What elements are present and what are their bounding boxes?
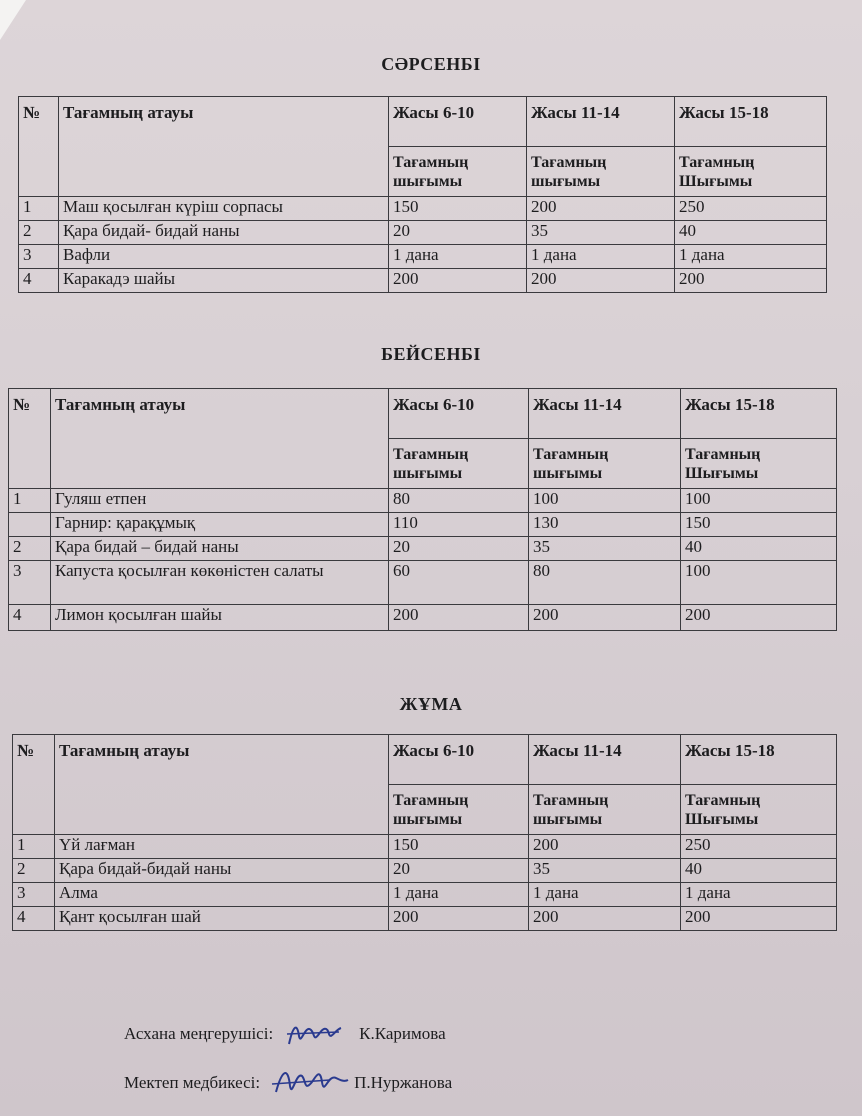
table-row	[19, 245, 827, 269]
row-dish: Маш қосылған күріш сорпасы	[59, 197, 389, 221]
row-dish: Қара бидай – бидай наны	[51, 537, 389, 561]
handwritten-signature-icon	[270, 1062, 350, 1104]
table-row	[13, 859, 837, 883]
header-dish: Тағамның атауы	[55, 735, 389, 835]
menu-table-wednesday	[18, 96, 827, 293]
row-number: 1	[19, 197, 59, 221]
header-age-6-10: Жасы 6-10	[389, 97, 527, 147]
row-value: 40	[681, 859, 837, 883]
page-corner	[0, 0, 26, 40]
row-number: 1	[13, 835, 55, 859]
row-value: 1 дана	[675, 245, 827, 269]
row-number: 3	[9, 561, 51, 605]
signature-canteen	[124, 1016, 446, 1052]
row-value: 200	[529, 835, 681, 859]
table-row	[9, 561, 837, 605]
row-dish: Гуляш етпен	[51, 489, 389, 513]
row-number: 1	[9, 489, 51, 513]
row-value: 200	[527, 197, 675, 221]
header-yield-2: Тағамның шығымы	[527, 147, 675, 197]
row-value: 150	[389, 197, 527, 221]
row-value: 110	[389, 513, 529, 537]
day-title-wednesday: СӘРСЕНБІ	[381, 54, 481, 74]
header-age-11-14: Жасы 11-14	[529, 389, 681, 439]
row-value: 200	[389, 269, 527, 293]
row-value: 100	[681, 561, 837, 605]
header-yield-1: Тағамның шығымы	[389, 785, 529, 835]
day-title-friday: ЖҰМА	[399, 694, 463, 714]
header-dish: Тағамның атауы	[51, 389, 389, 489]
row-value: 1 дана	[527, 245, 675, 269]
row-value: 200	[389, 907, 529, 931]
menu-table-thursday	[8, 388, 837, 631]
row-dish: Үй лағман	[55, 835, 389, 859]
row-value: 80	[389, 489, 529, 513]
row-dish: Каракадэ шайы	[59, 269, 389, 293]
row-value: 100	[681, 489, 837, 513]
row-value: 200	[675, 269, 827, 293]
row-value: 200	[681, 907, 837, 931]
table-row	[19, 197, 827, 221]
header-yield-2: Тағамның шығымы	[529, 785, 681, 835]
header-number: №	[19, 97, 59, 197]
row-value: 1 дана	[681, 883, 837, 907]
row-number: 4	[13, 907, 55, 931]
header-yield-3: Тағамның Шығымы	[681, 439, 837, 489]
menu-table-friday	[12, 734, 837, 931]
row-value: 1 дана	[389, 883, 529, 907]
row-dish: Қант қосылған шай	[55, 907, 389, 931]
row-number: 2	[19, 221, 59, 245]
row-dish: Лимон қосылған шайы	[51, 605, 389, 631]
row-value: 200	[529, 907, 681, 931]
row-value: 20	[389, 537, 529, 561]
row-value: 200	[527, 269, 675, 293]
nurse-name: П.Нуржанова	[354, 1073, 453, 1092]
row-value: 250	[681, 835, 837, 859]
table-row	[13, 883, 837, 907]
row-number: 4	[19, 269, 59, 293]
table-row	[19, 269, 827, 293]
row-dish: Қара бидай- бидай наны	[59, 221, 389, 245]
row-value: 200	[389, 605, 529, 631]
row-value: 1 дана	[389, 245, 527, 269]
header-yield-3: Тағамның Шығымы	[681, 785, 837, 835]
row-value: 20	[389, 221, 527, 245]
header-age-11-14: Жасы 11-14	[527, 97, 675, 147]
row-value: 150	[681, 513, 837, 537]
table-row	[9, 513, 837, 537]
row-value: 250	[675, 197, 827, 221]
row-dish: Алма	[55, 883, 389, 907]
header-age-15-18: Жасы 15-18	[681, 389, 837, 439]
row-dish: Қара бидай-бидай наны	[55, 859, 389, 883]
row-dish: Капуста қосылған көкөністен салаты	[51, 561, 389, 605]
canteen-role-label: Асхана меңгерушісі:	[124, 1024, 274, 1043]
table-row	[19, 221, 827, 245]
row-number: 2	[9, 537, 51, 561]
signature-nurse	[124, 1062, 452, 1104]
row-value: 60	[389, 561, 529, 605]
canteen-name: К.Каримова	[359, 1024, 446, 1043]
row-value: 35	[529, 537, 681, 561]
row-value: 1 дана	[529, 883, 681, 907]
header-yield-3: Тағамның Шығымы	[675, 147, 827, 197]
row-value: 100	[529, 489, 681, 513]
table-row	[13, 907, 837, 931]
row-number: 3	[19, 245, 59, 269]
header-age-15-18: Жасы 15-18	[675, 97, 827, 147]
header-age-6-10: Жасы 6-10	[389, 735, 529, 785]
row-dish: Гарнир: қарақұмық	[51, 513, 389, 537]
day-title-thursday: БЕЙСЕНБІ	[381, 344, 481, 364]
header-yield-1: Тағамның шығымы	[389, 439, 529, 489]
header-yield-2: Тағамның шығымы	[529, 439, 681, 489]
row-value: 130	[529, 513, 681, 537]
header-age-15-18: Жасы 15-18	[681, 735, 837, 785]
handwritten-signature-icon	[283, 1016, 345, 1052]
row-value: 40	[675, 221, 827, 245]
row-value: 20	[389, 859, 529, 883]
header-yield-1: Тағамның шығымы	[389, 147, 527, 197]
table-row	[9, 537, 837, 561]
table-row	[9, 605, 837, 631]
header-age-11-14: Жасы 11-14	[529, 735, 681, 785]
row-value: 200	[529, 605, 681, 631]
row-value: 35	[529, 859, 681, 883]
row-number: 2	[13, 859, 55, 883]
table-row	[9, 489, 837, 513]
nurse-role-label: Мектеп медбикесі:	[124, 1073, 261, 1092]
row-value: 80	[529, 561, 681, 605]
row-value: 200	[681, 605, 837, 631]
row-value: 150	[389, 835, 529, 859]
header-number: №	[13, 735, 55, 835]
row-value: 40	[681, 537, 837, 561]
header-dish: Тағамның атауы	[59, 97, 389, 197]
row-number: 3	[13, 883, 55, 907]
row-value: 35	[527, 221, 675, 245]
header-age-6-10: Жасы 6-10	[389, 389, 529, 439]
row-number	[9, 513, 51, 537]
table-row	[13, 835, 837, 859]
header-number: №	[9, 389, 51, 489]
row-dish: Вафли	[59, 245, 389, 269]
row-number: 4	[9, 605, 51, 631]
